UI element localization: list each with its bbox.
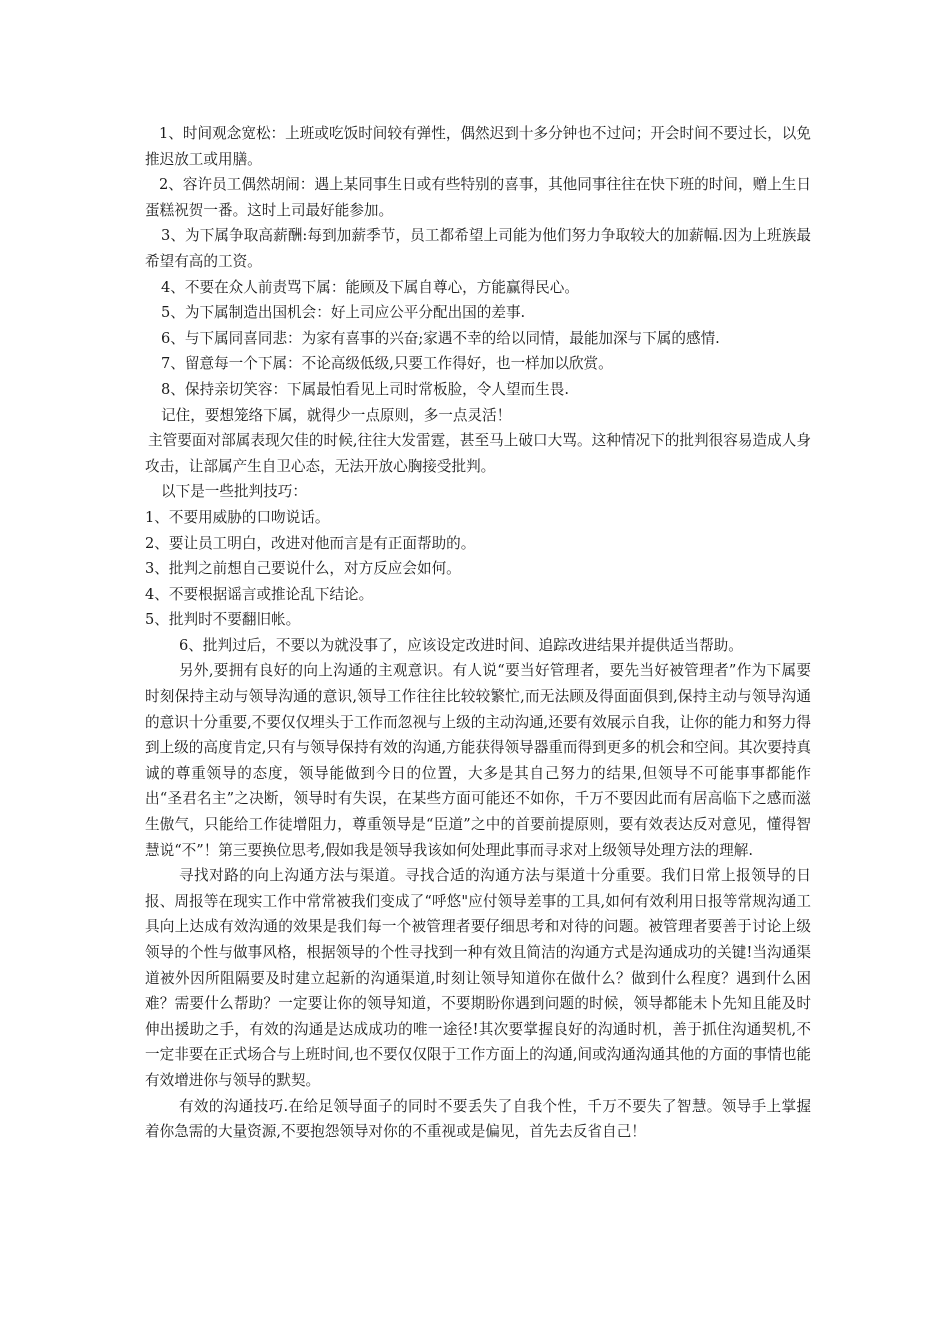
paragraph-share-joy-sorrow: 6、与下属同喜同悲：为家有喜事的兴奋;家遇不幸的给以同情，最能加深与下属的感情. — [161, 329, 720, 347]
document-body — [145, 121, 811, 1145]
paragraph-raise-salary: 3、为下属争取高薪酬:每到加薪季节，员工都希望上司能为他们努力争取较大的加薪幅.因为上班族最希望有高的工资。 — [145, 227, 811, 270]
paragraph-overseas-chance: 5、为下属制造出国机会：好上司应公平分配出国的差事. — [161, 304, 526, 322]
paragraph-flexible-time: 1、时间观念宽松：上班或吃饭时间较有弹性，偶然迟到十多分钟也不过问；开会时间不要过长，以免推迟放工或用膳。 — [145, 125, 811, 168]
paragraph-communication-skills: 有效的沟通技巧.在给足领导面子的同时不要丢失了自我个性，千万不要失了智慧。领导手上掌握着你急需的大量资源,不要抱怨领导对你的不重视或是偏见，首先去反省自己！ — [145, 1097, 811, 1141]
paragraph-upward-communication: 另外,要拥有良好的向上沟通的主观意识。有人说“要当好管理者，要先当好被管理者”作为下属要时刻保持主动与领导沟通的意识,领导工作往往比较较繁忙,而无法顾及得面面俱到,保持主动与领导沟通的意识十分重要,不要仅仅埋头于工作而忽视与上级的主动沟通,还要有效展示自我，让你的能力和努力得到上级的高度肯定,只有与领导保持有效的沟通,方能获得领导器重而得到更多的机会和空间。其次要持真诚的尊重领导的态度，领导能做到今日的位置，大多是其自己努力的结果,但领导不可能事事都能作出“圣君名主”之决断，领导时有失误，在某些方面可能还不如你，千万不要因此而有居高临下之感而滋生傲气，只能给工作徒增阻力，尊重领导是“臣道”之中的首要前提原则，要有效表达反对意见，懂得智慧说“不”！第三要换位思考,假如我是领导我该如何处理此事而寻求对上级领导处理方法的理解. — [145, 662, 812, 859]
list-item-tip-2: 2、要让员工明白，改进对他而言是有正面帮助的。 — [145, 534, 476, 552]
paragraph-keep-smiling: 8、保持亲切笑容：下属最怕看见上司时常板脸，令人望而生畏. — [161, 380, 569, 398]
paragraph-notice-everyone: 7、留意每一个下属：不论高级低级,只要工作得好，也一样加以欣赏。 — [161, 355, 613, 373]
paragraph-supervisor-criticism: 主管要面对部属表现欠佳的时候,往往大发雷霆，甚至马上破口大骂。这种情况下的批判很容易造成人身攻击，让部属产生自卫心态，无法开放心胸接受批判。 — [145, 432, 811, 475]
list-item-tip-3: 3、批判之前想自己要说什么，对方反应会如何。 — [145, 560, 461, 578]
list-item-tip-4: 4、不要根据谣言或推论乱下结论。 — [145, 585, 374, 603]
list-item-tip-6: 6、批判过后，不要以为就没事了，应该设定改进时间、追踪改进结果并提供适当帮助。 — [179, 636, 743, 654]
paragraph-no-public-scolding: 4、不要在众人前责骂下属：能顾及下属自尊心，方能赢得民心。 — [161, 278, 579, 296]
list-item-tip-5: 5、批判时不要翻旧帐。 — [145, 611, 301, 629]
paragraph-criticism-tips-intro: 以下是一些批判技巧： — [161, 483, 307, 501]
paragraph-communication-channels: 寻找对路的向上沟通方法与渠道。寻找合适的沟通方法与渠道十分重要。我们日常上报领导的日报、周报等在现实工作中常常被我们变成了“呼悠"应付领导差事的工具,如何有效利用日报等常规沟通工具向上达成有效沟通的效果是我们每一个被管理者要仔细思考和对待的问题。被管理者要善于讨论上级领导的个性与做事风格，根据领导的个性寻找到一种有效且简洁的沟通方式是沟通成功的关键!当沟通渠道被外因所阻隔要及时建立起新的沟通渠道,时刻让领导知道你在做什么？做到什么程度？遇到什么困难？需要什么帮助？一定要让你的领导知道，不要期盼你遇到问题的时候，领导都能未卜先知且能及时伸出援助之手，有效的沟通是达成成功的唯一途径!其次要掌握良好的沟通时机，善于抓住沟通契机,不一定非要在正式场合与上班时间,也不要仅仅限于工作方面上的沟通,间或沟通沟通其他的方面的事情也能有效增进你与领导的默契。 — [145, 867, 812, 1089]
paragraph-remember: 记住，要想笼络下属，就得少一点原则，多一点灵活！ — [161, 406, 512, 424]
paragraph-allow-fun: 2、容许员工偶然胡闹：遇上某同事生日或有些特别的喜事，其他同事往往在快下班的时间，赠上生日蛋糕祝贺一番。这时上司最好能参加。 — [145, 176, 811, 219]
list-item-tip-1: 1、不要用威胁的口吻说话。 — [145, 508, 330, 526]
